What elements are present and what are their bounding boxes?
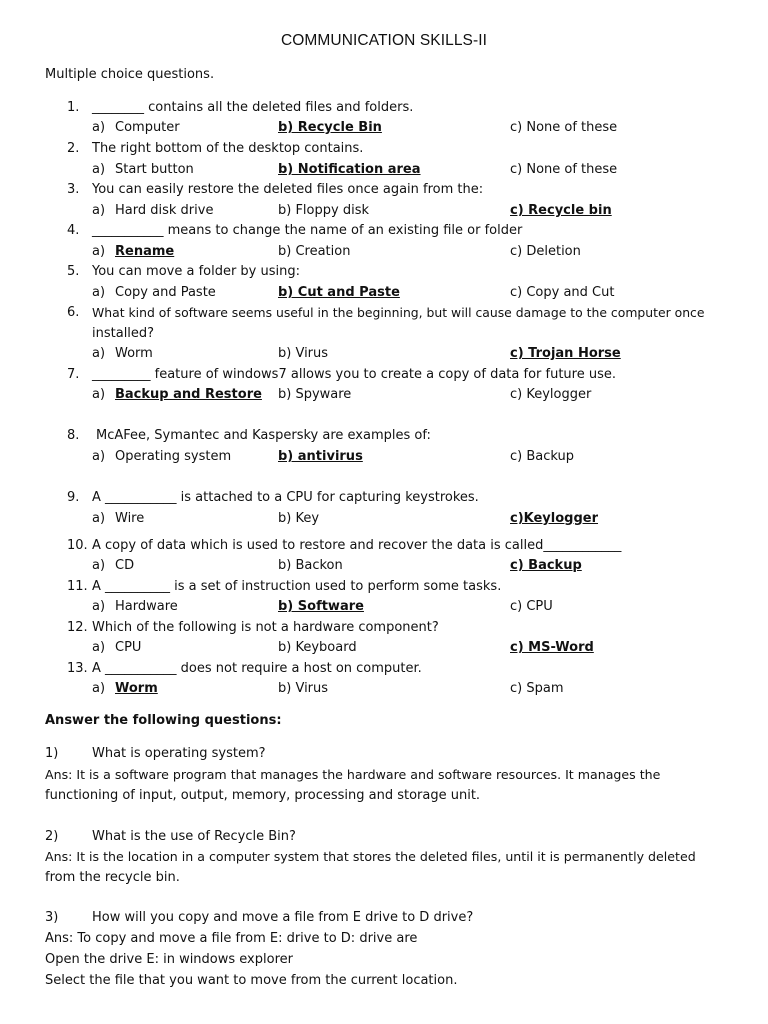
option-a: Start button <box>115 162 194 177</box>
answer-line: Ans: It is the location in a computer system that stores the deleted files, until it is permanently deleted <box>45 849 696 864</box>
option-a-marker: a) <box>92 285 106 300</box>
answer-question-text: What is operating system? <box>92 746 266 761</box>
question-number: 3. <box>67 182 80 197</box>
option-b: b) Backon <box>278 558 343 573</box>
question-number: 5. <box>67 264 80 279</box>
option-a: CD <box>115 558 135 573</box>
option-b: b) Keyboard <box>278 640 357 655</box>
option-b: b) Virus <box>278 681 329 696</box>
question-number: 8. <box>67 428 80 443</box>
answer-question-text: What is the use of Recycle Bin? <box>92 829 296 844</box>
question-number: 11. <box>67 579 88 594</box>
question-text: A ___________ does not require a host on computer. <box>92 661 422 676</box>
answer-line: Select the file that you want to move from the current location. <box>45 973 458 988</box>
option-c-correct: c) Recycle bin <box>510 203 612 218</box>
answer-line: Ans: To copy and move a file from E: drive to D: drive are <box>45 931 418 946</box>
mcq-heading: Multiple choice questions. <box>45 67 215 82</box>
question-number: 2. <box>67 141 80 156</box>
answer-question-number: 1) <box>45 746 59 761</box>
option-a: CPU <box>115 640 142 655</box>
option-c: c) CPU <box>510 599 553 614</box>
question-number: 13. <box>67 661 88 676</box>
option-c: c) Copy and Cut <box>510 285 615 300</box>
option-b-correct: b) Notification area <box>278 162 421 177</box>
option-a-marker: a) <box>92 162 106 177</box>
answer-line: Ans: It is a software program that manages the hardware and software resources. It manages the <box>45 767 661 782</box>
answer-line: from the recycle bin. <box>45 870 180 885</box>
question-text: A copy of data which is used to restore and recover the data is called____________ <box>92 538 622 553</box>
option-b-correct: b) antivirus <box>278 449 363 464</box>
option-a-marker: a) <box>92 681 106 696</box>
option-a: Hardware <box>115 599 178 614</box>
option-a-correct: Rename <box>115 244 175 259</box>
question-number: 10. <box>67 538 88 553</box>
option-a: Hard disk drive <box>115 203 214 218</box>
answer-line: functioning of input, output, memory, processing and storage unit. <box>45 788 481 803</box>
question-text-continued: installed? <box>92 326 155 341</box>
option-a-marker: a) <box>92 640 106 655</box>
question-text: The right bottom of the desktop contains. <box>92 141 364 156</box>
question-text: What kind of software seems useful in the beginning, but will cause damage to the computer once <box>92 305 705 320</box>
option-a: Operating system <box>115 449 232 464</box>
option-c-correct: c) MS-Word <box>510 640 594 655</box>
question-text: Which of the following is not a hardware component? <box>92 620 439 635</box>
question-number: 12. <box>67 620 88 635</box>
option-c-correct: c)Keylogger <box>510 511 599 526</box>
answer-question-number: 3) <box>45 910 59 925</box>
option-a: Wire <box>115 511 145 526</box>
option-a-marker: a) <box>92 203 106 218</box>
option-a-marker: a) <box>92 120 106 135</box>
question-number: 9. <box>67 490 80 505</box>
answer-heading: Answer the following questions: <box>45 713 282 728</box>
option-b: b) Creation <box>278 244 351 259</box>
option-b: b) Floppy disk <box>278 203 369 218</box>
question-text: You can easily restore the deleted files once again from the: <box>92 182 484 197</box>
option-a-correct: Backup and Restore <box>115 387 262 402</box>
option-a-marker: a) <box>92 558 106 573</box>
option-c-correct: c) Backup <box>510 558 582 573</box>
question-text: A ___________ is attached to a CPU for capturing keystrokes. <box>92 490 479 505</box>
answer-line: Open the drive E: in windows explorer <box>45 952 293 967</box>
option-c: c) Spam <box>510 681 564 696</box>
option-b-correct: b) Software <box>278 599 364 614</box>
question-text: ___________ means to change the name of an existing file or folder <box>92 223 523 238</box>
option-a-marker: a) <box>92 346 106 361</box>
question-number: 7. <box>67 367 80 382</box>
option-b: b) Virus <box>278 346 329 361</box>
question-number: 1. <box>67 100 80 115</box>
option-b-correct: b) Recycle Bin <box>278 120 382 135</box>
option-c: c) Deletion <box>510 244 581 259</box>
option-a-marker: a) <box>92 244 106 259</box>
option-a: Worm <box>115 346 153 361</box>
question-text: A __________ is a set of instruction used to perform some tasks. <box>92 579 502 594</box>
question-text: ________ contains all the deleted files and folders. <box>92 100 414 115</box>
option-a-marker: a) <box>92 511 106 526</box>
option-c: c) Keylogger <box>510 387 592 402</box>
option-a-marker: a) <box>92 449 106 464</box>
option-c: c) None of these <box>510 162 618 177</box>
option-b-correct: b) Cut and Paste <box>278 285 400 300</box>
option-a: Computer <box>115 120 180 135</box>
question-number: 6. <box>67 305 80 320</box>
question-text: _________ feature of windows7 allows you to create a copy of data for future use. <box>92 367 616 382</box>
option-a: Copy and Paste <box>115 285 216 300</box>
question-text: You can move a folder by using: <box>92 264 301 279</box>
answer-question-text: How will you copy and move a file from E drive to D drive? <box>92 910 474 925</box>
answer-question-number: 2) <box>45 829 59 844</box>
option-a-marker: a) <box>92 387 106 402</box>
question-number: 4. <box>67 223 80 238</box>
option-c: c) Backup <box>510 449 575 464</box>
option-c-correct: c) Trojan Horse <box>510 346 621 361</box>
page-title: COMMUNICATION SKILLS-II <box>280 32 488 49</box>
question-text: McAFee, Symantec and Kaspersky are examples of: <box>96 428 431 443</box>
option-c: c) None of these <box>510 120 618 135</box>
option-a-marker: a) <box>92 599 106 614</box>
option-b: b) Spyware <box>278 387 352 402</box>
option-a-correct: Worm <box>115 681 158 696</box>
option-b: b) Key <box>278 511 320 526</box>
